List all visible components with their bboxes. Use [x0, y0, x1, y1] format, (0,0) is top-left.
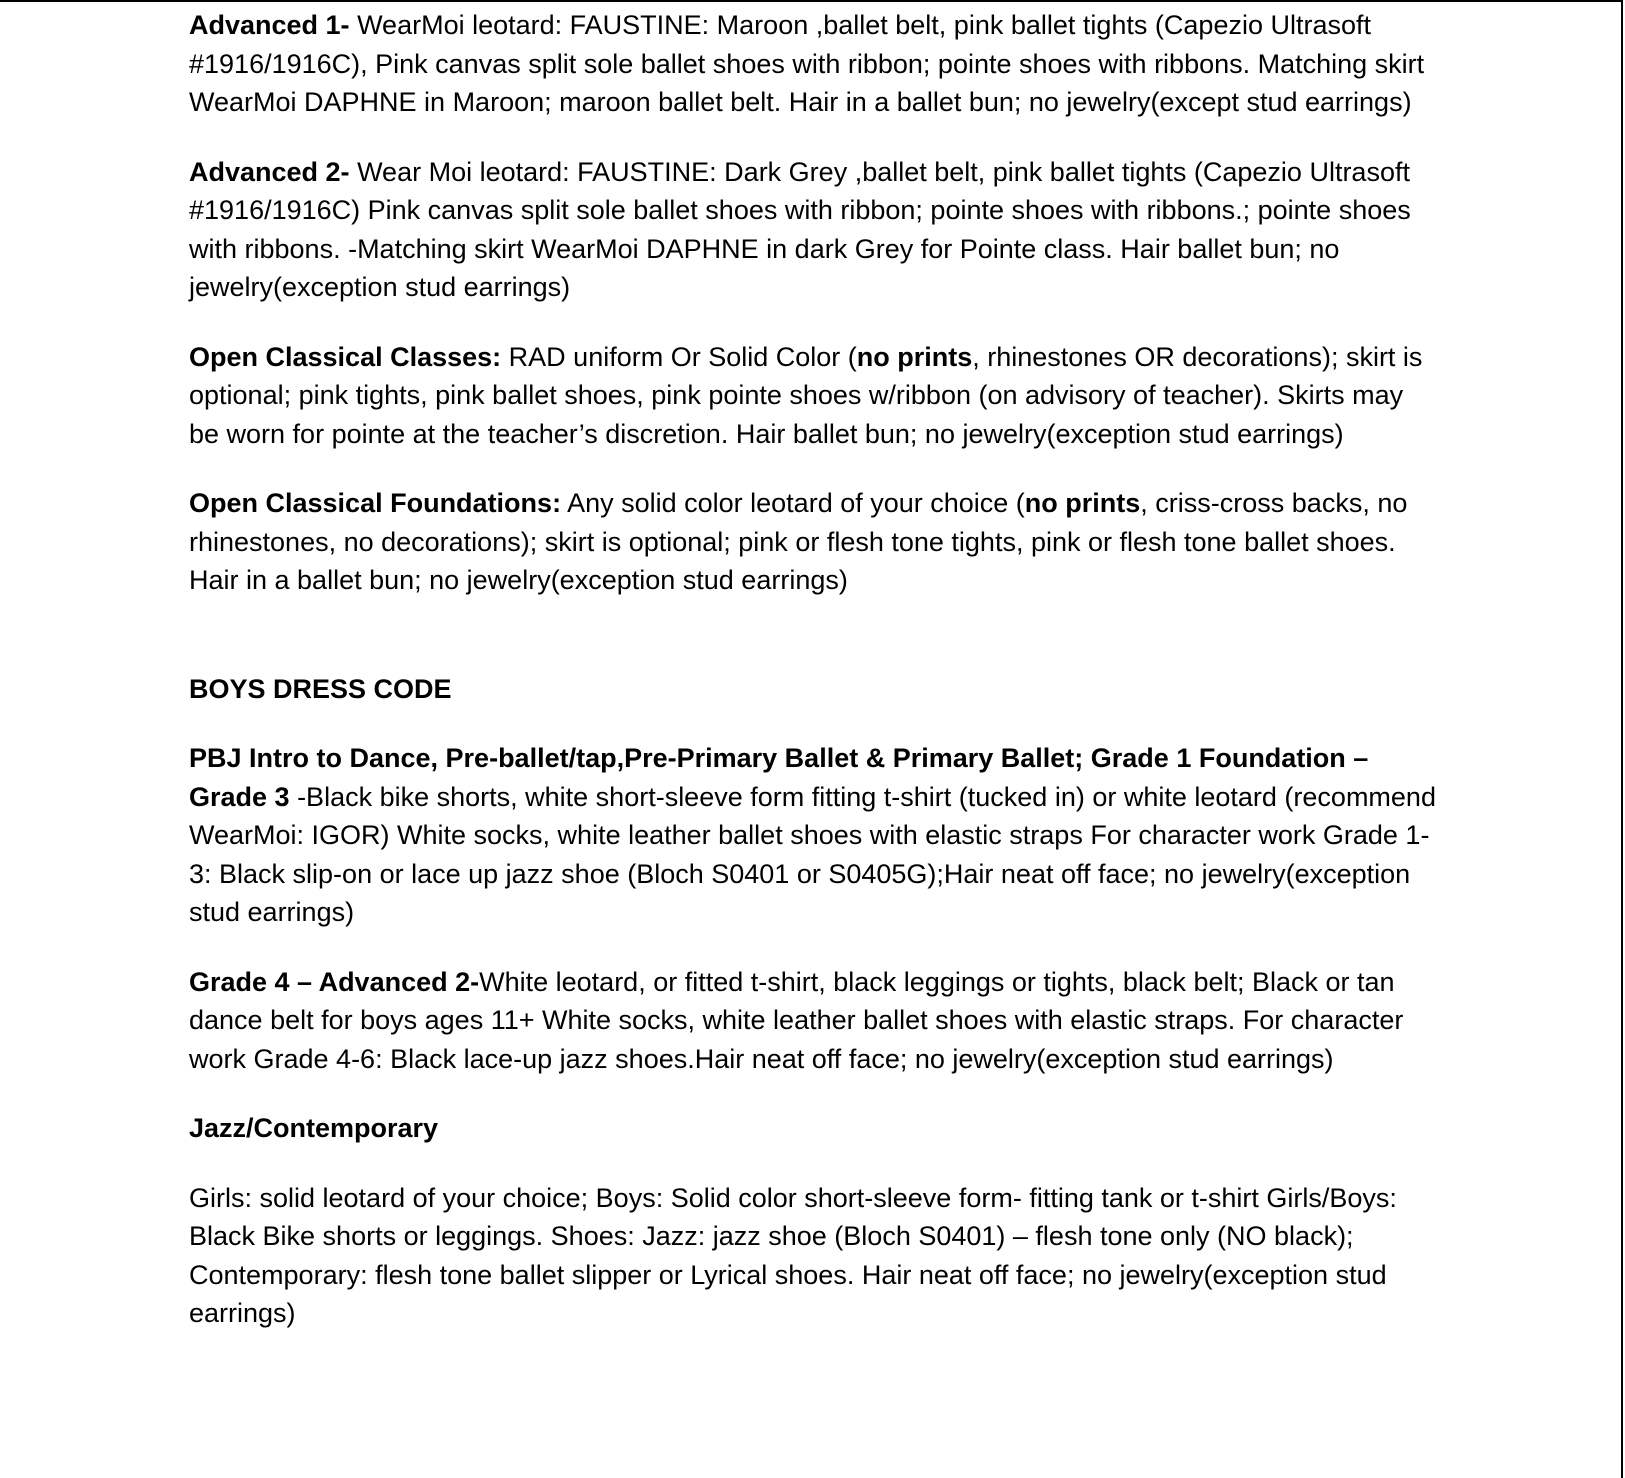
- open-classical-classes-emphasis: no prints: [856, 341, 973, 372]
- boys-pbj-text: -Black bike shorts, white short-sleeve form fitting t-shirt (tucked in) or white leotard (recommend WearMoi: IGOR) White socks, white leather ballet shoes with elastic straps For character work Grade 1-3: Black slip-on or lace up jazz shoe (Bloch S0401 or S0405G);Hair neat off face; no jewelry(exception stud earrings): [189, 781, 1436, 927]
- open-classical-foundations-text-before: Any solid color leotard of your choice (: [561, 488, 1025, 518]
- jazz-contemporary-heading: Jazz/Contemporary: [189, 1113, 439, 1143]
- advanced-1-label: Advanced 1-: [189, 10, 350, 40]
- advanced-2-label: Advanced 2-: [189, 156, 350, 187]
- jazz-contemporary-text: Girls: solid leotard of your choice; Boys: Solid color short-sleeve form- fitting tank or t-shirt Girls/Boys: Black Bike shorts or leggings. Shoes: Jazz: jazz shoe (Bloch S0401) – flesh tone only (NO black); Contemporary: flesh tone ballet slipper or Lyrical shoes. Hair neat off face; no jewelry(exception stud earrings): [189, 1182, 1397, 1328]
- boys-pbj-paragraph: [189, 739, 1439, 932]
- advanced-2-text: Wear Moi leotard: FAUSTINE: Dark Grey ,ballet belt, pink ballet tights (Capezio Ultrasoft #1916/1916C) Pink canvas split sole ballet shoes with ribbon; pointe shoes with ribbons.; pointe shoes with ribbons. -Matching skirt WearMoi DAPHNE in dark Grey for Pointe class. Hair ballet bun; no jewelry(exception stud earrings): [189, 156, 1411, 302]
- open-classical-foundations-label: Open Classical Foundations:: [189, 488, 562, 518]
- jazz-contemporary-paragraph: [189, 1179, 1439, 1333]
- open-classical-classes-text-after: , rhinestones OR decorations); skirt is optional; pink tights, pink ballet shoes, pink pointe shoes w/ribbon (on advisory of teacher). Skirts may be worn for pointe at the teacher’s discretion. Hair ballet bun; no jewelry(exception stud earrings): [189, 341, 1423, 449]
- boys-grade4-text: White leotard, or fitted t-shirt, black leggings or tights, black belt; Black or tan dance belt for boys ages 11+ White socks, white leather ballet shoes with elastic straps. For character work Grade 4-6: Black lace-up jazz shoes.Hair neat off face; no jewelry(exception stud earrings): [189, 966, 1404, 1074]
- open-classical-classes-paragraph: [189, 338, 1439, 454]
- document-body: [189, 6, 1439, 1364]
- advanced-1-paragraph: [189, 6, 1439, 122]
- open-classical-foundations-emphasis: no prints: [1024, 488, 1141, 518]
- boys-grade4-label: Grade 4 – Advanced 2-: [189, 966, 480, 997]
- boys-dress-code-heading: BOYS DRESS CODE: [189, 673, 452, 704]
- open-classical-classes-label: Open Classical Classes:: [189, 341, 502, 372]
- open-classical-foundations-paragraph: [189, 484, 1439, 600]
- boys-grade4-paragraph: [189, 963, 1439, 1079]
- boys-pbj-label: PBJ Intro to Dance, Pre-ballet/tap,Pre-Primary Ballet & Primary Ballet; Grade 1 Foundation – Grade 3: [189, 743, 1369, 812]
- open-classical-classes-text-before: RAD uniform Or Solid Color (: [501, 341, 857, 372]
- advanced-2-paragraph: [189, 153, 1439, 307]
- advanced-1-text: WearMoi leotard: FAUSTINE: Maroon ,ballet belt, pink ballet tights (Capezio Ultrasoft #1916/1916C), Pink canvas split sole ballet shoes with ribbon; pointe shoes with ribbons. Matching skirt WearMoi DAPHNE in Maroon; maroon ballet belt. Hair in a ballet bun; no jewelry(except stud earrings): [189, 10, 1425, 117]
- open-classical-foundations-text-after: , criss-cross backs, no rhinestones, no decorations); skirt is optional; pink or flesh tone tights, pink or flesh tone ballet shoes. Hair in a ballet bun; no jewelry(exception stud earrings): [189, 488, 1408, 595]
